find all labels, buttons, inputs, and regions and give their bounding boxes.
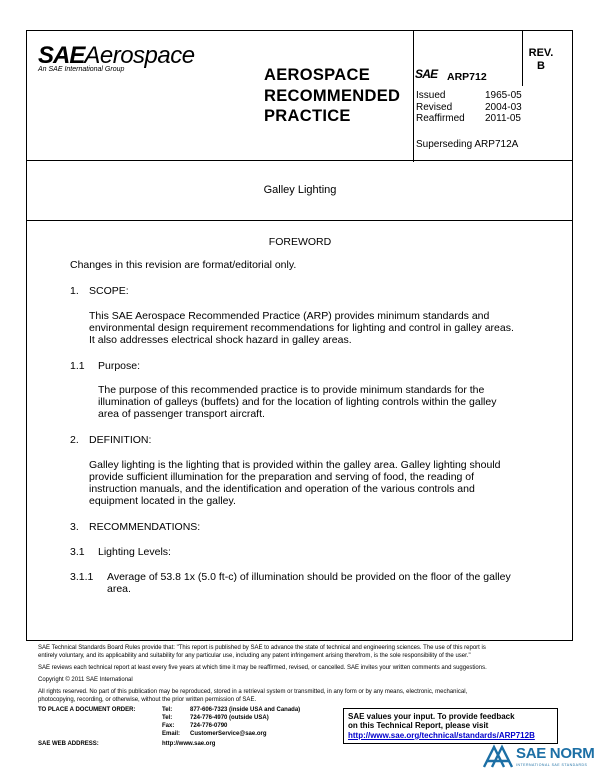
doc-type-line: RECOMMENDED <box>264 86 401 105</box>
contact-label: Tel: <box>162 715 173 721</box>
sae-mark: SAE <box>415 67 438 81</box>
sae-norm-watermark <box>478 742 600 776</box>
foreword-text: Changes in this revision are format/editorial only. <box>70 259 297 271</box>
date-label: Revised <box>416 101 453 113</box>
watermark-text: SAE NORM <box>516 745 595 762</box>
paragraph-line: environmental design requirement recommendations for lighting and control in galley areas. <box>89 322 514 334</box>
date-row <box>416 90 526 102</box>
date-row <box>416 113 526 125</box>
date-label: Issued <box>416 90 446 101</box>
section-title: RECOMMENDATIONS: <box>89 521 201 533</box>
header-divider <box>413 31 414 162</box>
document-title: Galley Lighting <box>263 184 337 196</box>
section-number: 3. <box>70 521 79 533</box>
feedback-link[interactable]: http://www.sae.org/technical/standards/ARP712B <box>348 731 535 740</box>
web-address-link[interactable]: http://www.sae.org <box>162 741 216 747</box>
feedback-box <box>343 708 558 744</box>
date-label: Reaffirmed <box>416 113 465 124</box>
contact-value[interactable]: CustomerService@sae.org <box>190 731 267 737</box>
watermark-subtext: INTERNATIONAL SAE STANDARDS <box>516 763 588 767</box>
section-number: 2. <box>70 434 79 446</box>
doc-type-line: AEROSPACE <box>264 66 370 84</box>
date-value: 1965-05 <box>485 90 522 101</box>
contact-label: Tel: <box>162 707 173 713</box>
contact-value: 724-776-0790 <box>190 723 228 729</box>
footer-rules-line: entirely voluntary, and its applicability and suitability for any particular use, including any patent infringement arising therefrom, is the sole responsibility of the user." <box>38 653 471 659</box>
sae-norm-logo-icon <box>480 743 516 775</box>
section-number: 1.1 <box>70 360 85 372</box>
section-title: Purpose: <box>98 360 141 372</box>
contact-label: Fax: <box>162 723 175 729</box>
paragraph-line: illumination of galleys (buffets) and for the location of lighting controls within the galley <box>98 396 497 408</box>
paragraph-line: This SAE Aerospace Recommended Practice (ARP) provides minimum standards and <box>89 310 490 322</box>
brand-bold: SAE <box>38 42 85 69</box>
section-title: Lighting Levels: <box>98 546 171 558</box>
date-row <box>416 102 526 114</box>
brand-tagline: An SAE International Group <box>38 66 125 73</box>
contact-label: Email: <box>162 731 181 737</box>
doc-type-line: PRACTICE <box>264 107 351 125</box>
feedback-line: on this Technical Report, please visit <box>348 721 489 730</box>
date-table <box>416 90 526 125</box>
superseding-note: Superseding ARP712A <box>416 139 519 150</box>
foreword-heading: FOREWORD <box>268 236 332 248</box>
paragraph-line: Galley lighting is the lighting that is provided within the galley area. Galley lighting should <box>89 459 501 471</box>
paragraph-line: provide sufficient illumination for the preparation and serving of food, the reading of <box>89 471 475 483</box>
footer-rules-line: SAE Technical Standards Board Rules provide that: "This report is published by SAE to advance the state of technical and engineering sciences. The use of this report is <box>38 645 486 651</box>
paragraph-line: Average of 53.8 1x (5.0 ft-c) of illumination should be provided on the floor of the galley <box>107 571 511 583</box>
revision-box <box>522 47 560 73</box>
footer-rules-line: All rights reserved. No part of this publication may be reproduced, stored in a retrieval system or transmitted, in any form or by any means, electronic, mechanical, <box>38 689 468 695</box>
copyright-line: Copyright © 2011 SAE International <box>38 677 133 683</box>
feedback-line: SAE values your input. To provide feedback <box>348 712 515 721</box>
section-number: 3.1 <box>70 546 85 558</box>
date-value: 2011-05 <box>485 113 521 124</box>
brand-light: Aerospace <box>84 42 195 69</box>
contact-value: 877-606-7323 (inside USA and Canada) <box>190 707 301 713</box>
document-number: ARP712 <box>447 71 487 83</box>
footer-rules-line: photocopying, recording, or otherwise, without the prior written permission of SAE. <box>38 697 257 703</box>
paragraph-line: instruction manuals, and the identification and operation of the various controls and <box>89 483 475 495</box>
paragraph-line: The purpose of this recommended practice is to provide minimum standards for the <box>98 384 485 396</box>
order-label: TO PLACE A DOCUMENT ORDER: <box>38 707 136 713</box>
paragraph-line: area of passenger transport aircraft. <box>98 408 265 420</box>
rev-label: REV. <box>528 47 554 59</box>
section-title: DEFINITION: <box>89 434 152 446</box>
footer-rules-line: SAE reviews each technical report at least every five years at which time it may be reaffirmed, revised, or cancelled. SAE invites your written comments and suggestions. <box>38 665 487 671</box>
date-value: 2004-03 <box>485 101 522 113</box>
rev-value: B <box>537 60 545 72</box>
sae-aerospace-logo <box>38 42 218 73</box>
section-title: SCOPE: <box>89 285 129 297</box>
paragraph-line: area. <box>107 583 131 595</box>
contact-value: 724-776-4970 (outside USA) <box>190 715 269 721</box>
section-number: 3.1.1 <box>70 571 94 583</box>
document-type <box>264 65 400 127</box>
paragraph-line: It also addresses electrical shock hazard in galley areas. <box>89 334 352 346</box>
section-number: 1. <box>70 285 79 297</box>
web-label: SAE WEB ADDRESS: <box>38 741 99 747</box>
paragraph-line: equipment located in the galley. <box>89 495 236 507</box>
